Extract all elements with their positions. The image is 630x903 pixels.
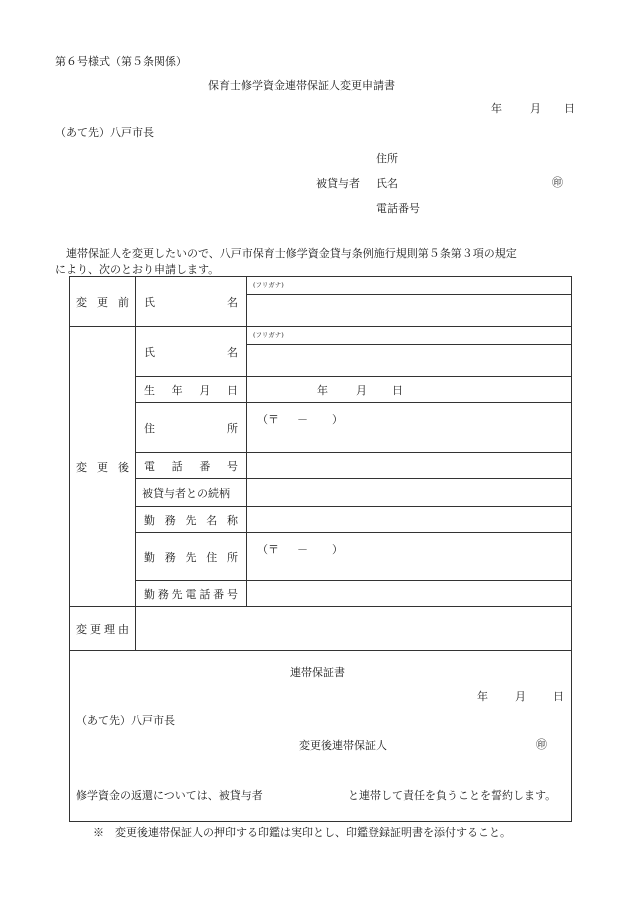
relation-field[interactable] [247,479,572,507]
employer-name-field[interactable] [247,507,572,533]
intro-line-2: により、次のとおり申請します。 [55,263,220,276]
applicant-name-label: 氏名 [376,177,398,190]
address-label: 住 所 [136,403,247,453]
guarantee-date-month: 月 [515,690,526,703]
applicant-address-label: 住所 [376,152,398,165]
applicant-phone-label: 電話番号 [376,202,420,215]
guarantee-title: 連帯保証書 [290,666,345,679]
relation-label: 被貸与者との続柄 [136,479,247,507]
date-day: 日 [564,102,575,115]
postal-code: （〒 － ） [257,543,343,556]
reason-field[interactable] [136,607,572,651]
intro-line-1: 連帯保証人を変更したいので、八戸市保育士修学資金貸与条例施行規則第５条第３項の規定 [66,247,517,260]
reason-label: 変 更 理 由 [70,607,136,651]
after-change-label: 変 更 後 [70,327,136,607]
addressee: （あて先）八戸市長 [55,126,154,139]
furigana-label: (フリガナ) [253,281,284,289]
before-name-label: 氏 名 [136,277,247,327]
pledge-text-2: と連帯して責任を負うことを誓約します。 [348,789,557,802]
guarantee-addressee: （あて先）八戸市長 [76,714,175,727]
postal-code: （〒 － ） [257,413,343,426]
phone-label: 電 話 番 号 [136,453,247,479]
application-table [69,276,572,822]
applicant-role: 被貸与者 [316,177,360,190]
birthdate-field[interactable]: 年 月 日 [247,377,572,403]
birthdate-label: 生 年 月 日 [136,377,247,403]
guarantee-date-day: 日 [553,690,564,703]
furigana-label: (フリガナ) [253,331,284,339]
phone-field[interactable] [247,453,572,479]
employer-name-label: 勤 務 先 名 称 [136,507,247,533]
new-guarantor-label: 変更後連帯保証人 [299,739,387,752]
before-change-label: 変 更 前 [70,277,136,327]
form-number: 第６号様式（第５条関係） [55,55,187,68]
employer-address-field[interactable] [247,533,572,581]
employer-phone-field[interactable] [247,581,572,607]
guarantee-date-year: 年 [477,690,488,703]
employer-address-label: 勤 務 先 住 所 [136,533,247,581]
address-field[interactable] [247,403,572,453]
before-name-field[interactable] [247,277,572,327]
pledge-text-1: 修学資金の返還については、被貸与者 [76,789,263,802]
date-year: 年 [491,102,502,115]
after-name-field[interactable] [247,327,572,377]
date-month: 月 [530,102,541,115]
after-name-label: 氏 名 [136,327,247,377]
footnote: ※ 変更後連帯保証人の押印する印鑑は実印とし、印鑑登録証明書を添付すること。 [93,826,511,839]
employer-phone-label: 勤 務 先 電 話 番 号 [136,581,247,607]
guarantor-seal: ㊞ [536,738,547,751]
document-title: 保育士修学資金連帯保証人変更申請書 [208,79,395,92]
guarantee-section [70,651,572,822]
applicant-seal: ㊞ [552,176,563,189]
